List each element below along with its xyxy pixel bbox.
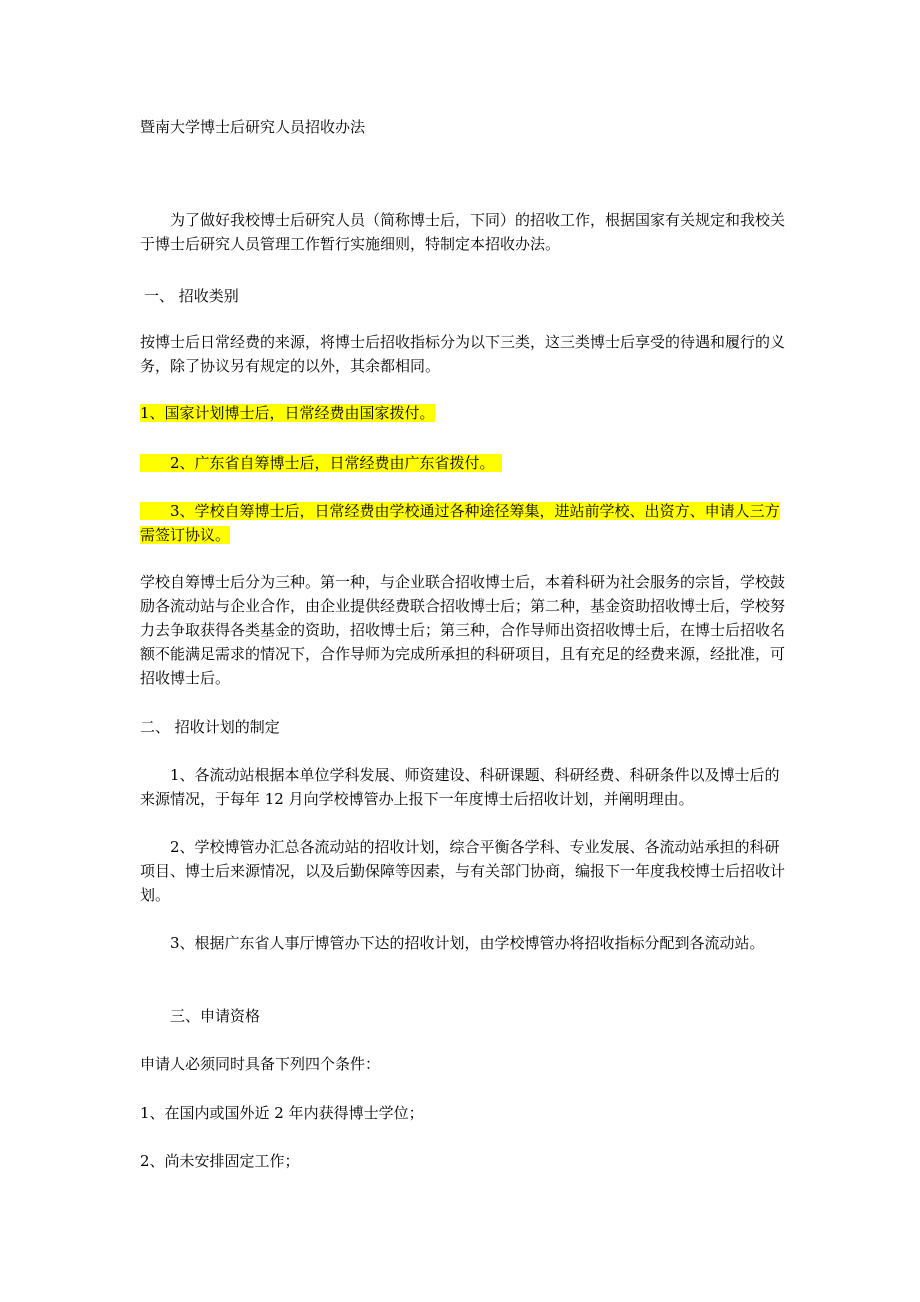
section-heading-2: 二、 招收计划的制定 bbox=[140, 718, 280, 736]
paragraph-plan-1: 1、各流动站根据本单位学科发展、师资建设、科研课题、科研经费、科研条件以及博士后的来源情况，于每年 12 月向学校博管办上报下一年度博士后招收计划，并阐明理由。 bbox=[140, 766, 780, 808]
highlighted-item-3 bbox=[140, 499, 790, 547]
section-heading-1: 一、 招收类别 bbox=[144, 287, 239, 305]
highlighted-text: 2、广东省自筹博士后，日常经费由广东省拨付。 bbox=[140, 454, 502, 472]
paragraph-qualification-intro: 申请人必须同时具备下列四个条件： bbox=[140, 1055, 381, 1073]
paragraph-self-funded: 学校自筹博士后分为三种。第一种，与企业联合招收博士后，本着科研为社会服务的宗旨，学校鼓励各流动站与企业合作，由企业提供经费联合招收博士后；第二种，基金资助招收博士后，学校努力去争取获得各类基金的资助，招收博士后；第三种，合作导师出资招收博士后，在博士后招收名额不能满足需求的情况下，合作导师为完成所承担的科研项目，且有充足的经费来源，经批准，可招收博士后。 bbox=[140, 573, 786, 687]
highlighted-text: 1、国家计划博士后，日常经费由国家拨付。 bbox=[140, 404, 435, 422]
paragraph-categories: 按博士后日常经费的来源，将博士后招收指标分为以下三类，这三类博士后享受的待遇和履行的义务，除了协议另有规定的以外，其余都相同。 bbox=[140, 333, 786, 375]
section-heading-3: 三、申请资格 bbox=[170, 1007, 261, 1025]
highlighted-item-2 bbox=[140, 451, 790, 475]
qualification-item-1: 1、在国内或国外近 2 年内获得博士学位； bbox=[140, 1104, 424, 1122]
highlighted-item-1 bbox=[140, 401, 790, 425]
qualification-item-2: 2、尚未安排固定工作； bbox=[140, 1152, 300, 1170]
paragraph-plan-3: 3、根据广东省人事厅博管办下达的招收计划，由学校博管办将招收指标分配到各流动站。 bbox=[170, 934, 765, 952]
document-title: 暨南大学博士后研究人员招收办法 bbox=[140, 118, 366, 136]
paragraph-plan-2: 2、学校博管办汇总各流动站的招收计划，综合平衡各学科、专业发展、各流动站承担的科研项目、博士后来源情况，以及后勤保障等因素，与有关部门协商，编报下一年度我校博士后招收计划。 bbox=[140, 838, 786, 904]
intro-paragraph: 为了做好我校博士后研究人员（简称博士后，下同）的招收工作，根据国家有关规定和我校关于博士后研究人员管理工作暂行实施细则，特制定本招收办法。 bbox=[140, 211, 786, 253]
highlighted-text: 3、学校自筹博士后，日常经费由学校通过各种途径筹集，进站前学校、出资方、申请人三方需签订协议。 bbox=[140, 502, 780, 544]
